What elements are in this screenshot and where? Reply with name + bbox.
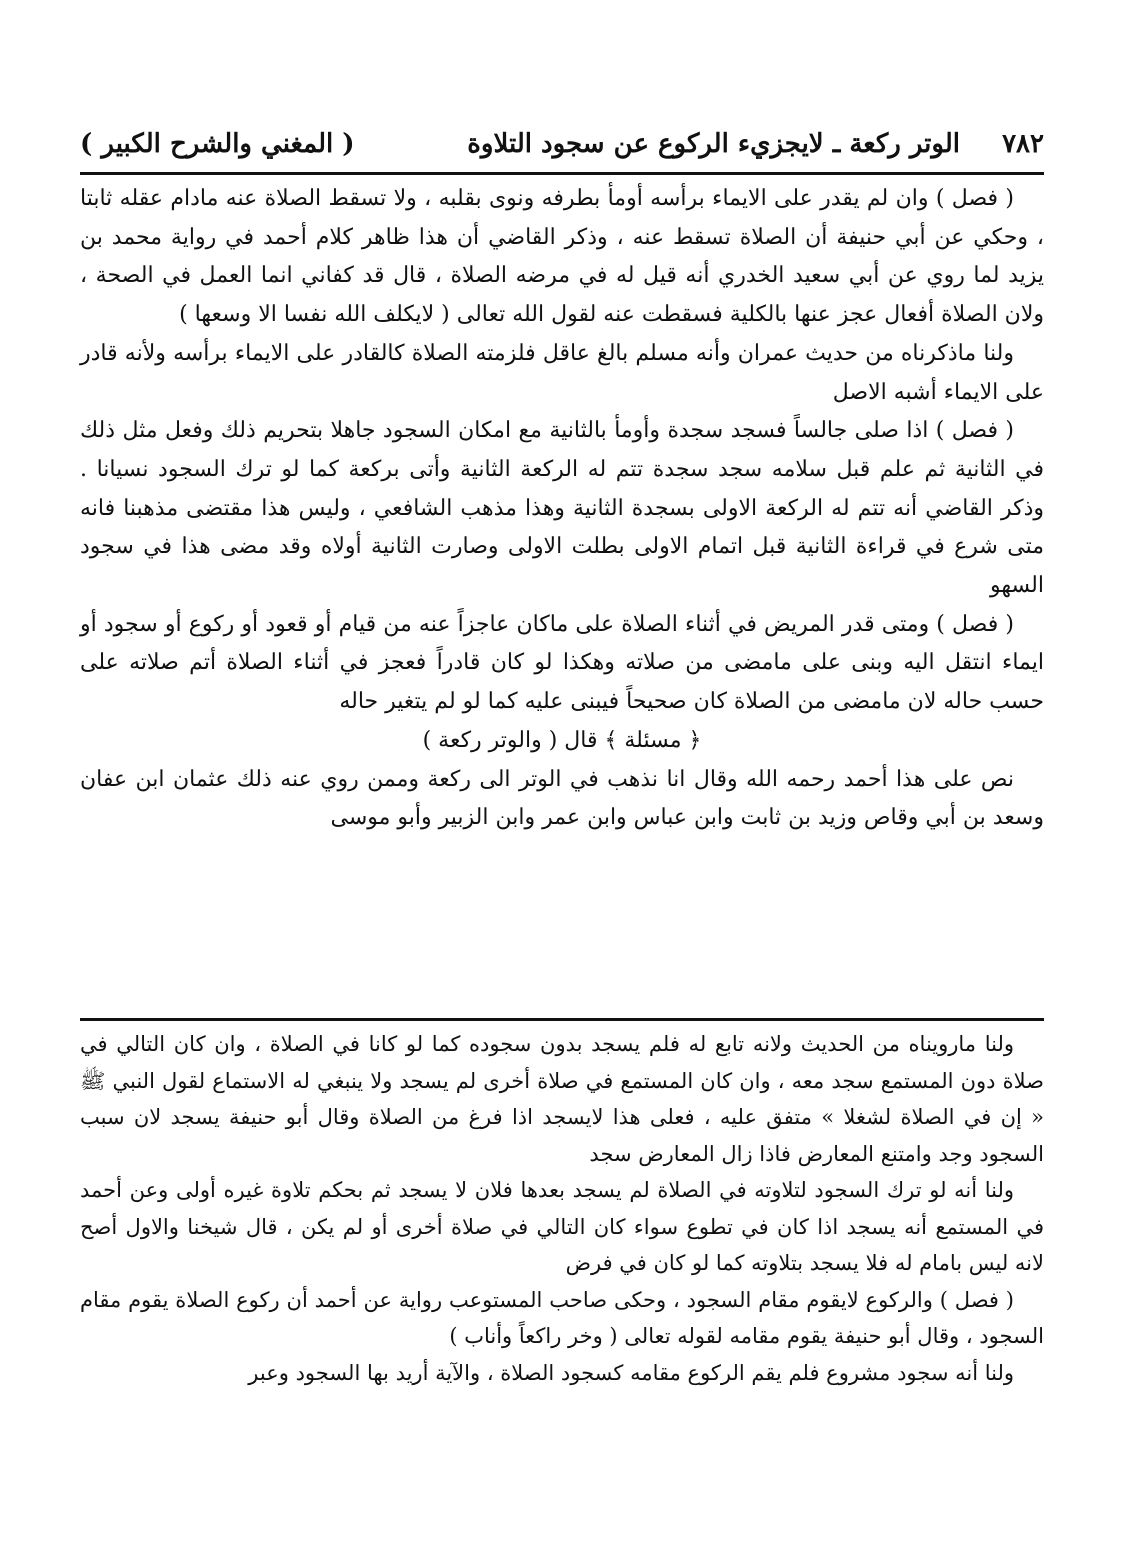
commentary-text xyxy=(80,1026,1044,1391)
paragraph: ولنا مارويناه من الحديث ولانه تابع له فلم يسجد بدون سجوده كما لو كانا في الصلاة ، وان كان التالي في صلاة دون المستمع سجد معه ، وان كان المستمع في صلاة أخرى لم يسجد ولا ينبغي له الاستماع لقول النبي ﷺ « إن في الصلاة لشغلا » متفق عليه ، فعلى هذا لايسجد اذا فرغ من الصلاة وقال أبو حنيفة يسجد لان سبب السجود وجد وامتنع المعارض فاذا زال المعارض سجد xyxy=(80,1032,1044,1166)
paragraph: ( فصل ) ومتى قدر المريض في أثناء الصلاة على ماكان عاجزاً عنه من قيام أو قعود أو ركوع أو سجود أو ايماء انتقل اليه وبنى على مامضى من صلاته وهكذا لو كان قادراً فعجز في أثناء الصلاة أتم صلاته على حسب حاله لان مامضى من الصلاة كان صحيحاً فيبنى عليه كما لو لم يتغير حاله xyxy=(80,611,1044,715)
page-header xyxy=(80,118,1044,170)
running-title: الوتر ركعة ـ لايجزيء الركوع عن سجود التلاوة xyxy=(467,129,960,159)
book-title: ( المغني والشرح الكبير ) xyxy=(80,129,355,159)
page-number: ٧٨٢ xyxy=(1002,129,1044,159)
paragraph: ولنا أنه سجود مشروع فلم يقم الركوع مقامه كسجود الصلاة ، والآية أريد بها السجود وعبر xyxy=(248,1360,1014,1385)
paragraph: ولنا أنه لو ترك السجود لتلاوته في الصلاة لم يسجد بعدها فلان لا يسجد ثم بحكم تلاوة غيره أولى وعن أحمد في المستمع أنه يسجد اذا كان في تطوع سواء كان التالي في صلاة أخرى أو لم يكن ، قال شيخنا والاول أصح لانه ليس بامام له فلا يسجد بتلاوته كما لو كان في فرض xyxy=(80,1178,1044,1275)
paragraph: ( فصل ) والركوع لايقوم مقام السجود ، وحكى صاحب المستوعب رواية عن أحمد أن ركوع الصلاة يقوم مقام السجود ، وقال أبو حنيفة يقوم مقامه لقوله تعالى ( وخر راكعاً وأناب ) xyxy=(80,1287,1044,1348)
paragraph: ( فصل ) اذا صلى جالساً فسجد سجدة وأومأ بالثانية مع امكان السجود جاهلا بتحريم ذلك وفعل مثل ذلك في الثانية ثم علم قبل سلامه سجد سجدة تتم له الركعة الثانية وأتى بركعة كما لو ترك السجود نسيانا . وذكر القاضي أنه تتم له الركعة الاولى بسجدة الثانية وهذا مذهب الشافعي ، وليس هذا مقتضى مذهبنا فانه متى شرع في قراءة الثانية قبل اتمام الاولى بطلت الاولى وصارت الثانية أولاه وقد مضى هذا في سجود السهو xyxy=(80,418,1044,599)
paragraph: ( فصل ) وان لم يقدر على الايماء برأسه أومأ بطرفه ونوى بقلبه ، ولا تسقط الصلاة عنه مادام عقله ثابتا ، وحكي عن أبي حنيفة أن الصلاة تسقط عنه ، وذكر القاضي أن هذا ظاهر كلام أحمد في رواية محمد بن يزيد لما روي عن أبي سعيد الخدري أنه قيل له في مرضه الصلاة ، قال قد كفاني انما العمل في الصحة ، ولان الصلاة أفعال عجز عنها بالكلية فسقطت عنه لقول الله تعالى ( لايكلف الله نفسا الا وسعها ) xyxy=(80,186,1044,328)
section-divider xyxy=(80,1018,1044,1021)
paragraph: ولنا ماذكرناه من حديث عمران وأنه مسلم بالغ عاقل فلزمته الصلاة كالقادر على الايماء برأسه ولأنه قادر على الايماء أشبه الاصل xyxy=(80,340,1044,405)
paragraph: نص على هذا أحمد رحمه الله وقال انا نذهب في الوتر الى ركعة وممن روي عنه ذلك عثمان ابن عفان وسعد بن أبي وقاص وزيد بن ثابت وابن عباس وابن عمر وابن الزبير وأبو موسى xyxy=(80,766,1044,831)
header-rule xyxy=(80,172,1044,175)
main-text xyxy=(80,180,1044,838)
masala-heading: ﴿ مسئلة ﴾ قال ( والوتر ركعة ) xyxy=(422,727,702,753)
